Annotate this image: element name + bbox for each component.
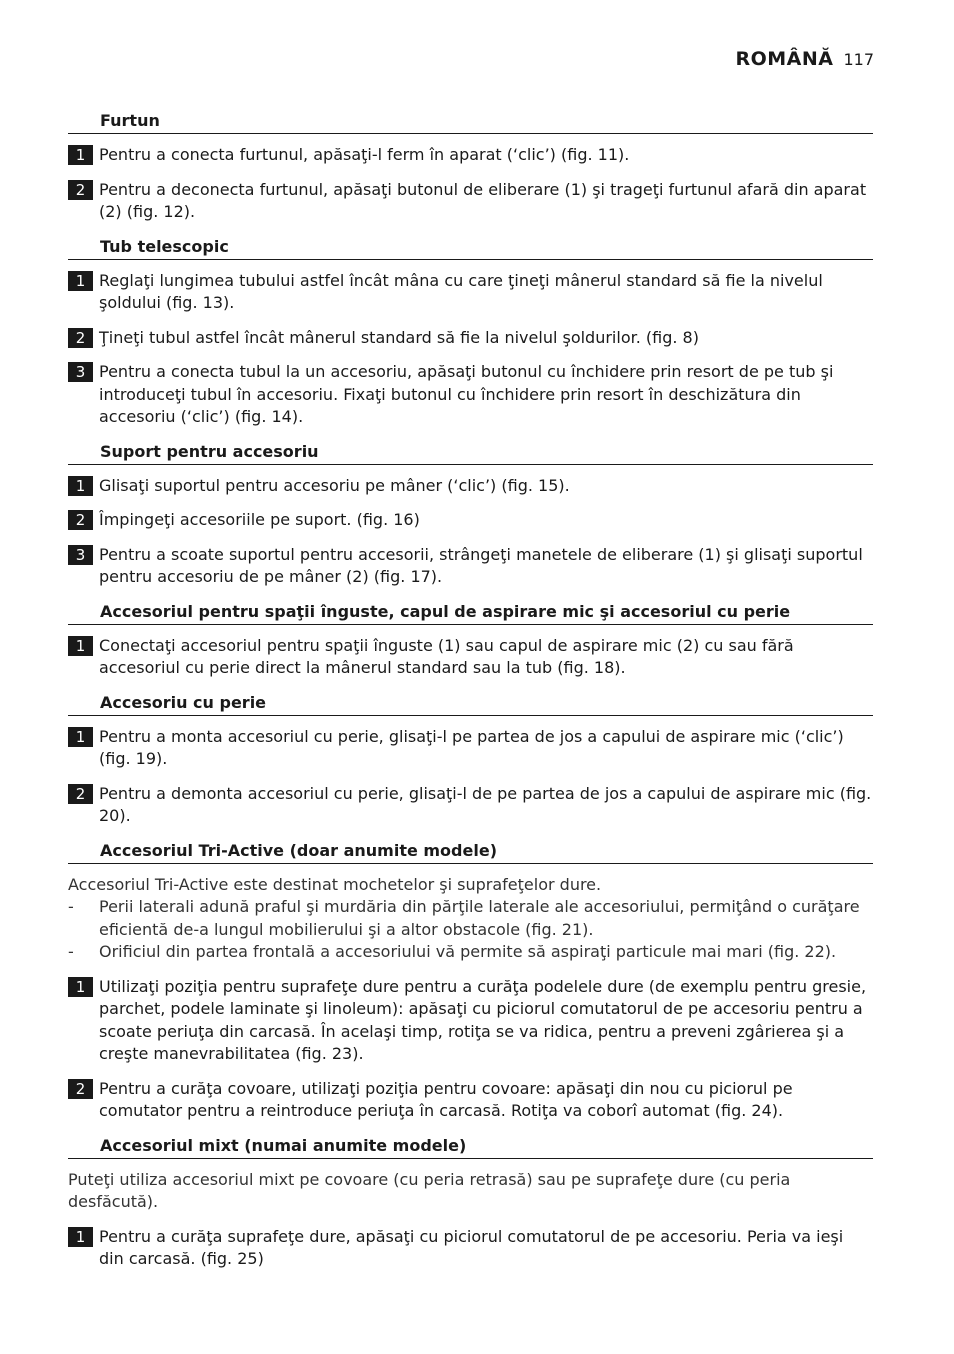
step-number: 3 xyxy=(68,362,93,382)
bullet-item xyxy=(68,896,873,941)
step-text: Pentru a curăţa covoare, utilizaţi poziţia pentru covoare: apăsaţi din nou cu piciorul pe comutator pentru a reintroduce periuţa în carcasă. Rotiţa va coborî automat (fig. 24). xyxy=(99,1078,793,1120)
step-text: Ţineţi tubul astfel încât mânerul standard să fie la nivelul şoldurilor. (fig. 8) xyxy=(99,327,699,347)
section-intro: Puteţi utiliza accesoriul mixt pe covoare (cu peria retrasă) sau pe suprafeţe dure (cu peria desfăcută). xyxy=(68,1169,791,1211)
page-header xyxy=(735,48,874,70)
section-heading: Suport pentru accesoriu xyxy=(68,441,873,465)
section-heading: Furtun xyxy=(68,110,873,134)
step-item xyxy=(68,361,873,429)
step-number: 1 xyxy=(68,1227,93,1247)
step-item xyxy=(68,144,873,167)
step-item xyxy=(68,475,873,498)
section-heading: Accesoriu cu perie xyxy=(68,692,873,716)
section-heading: Accesoriul mixt (numai anumite modele) xyxy=(68,1135,873,1159)
step-number: 2 xyxy=(68,1079,93,1099)
step-item xyxy=(68,635,873,680)
step-number: 1 xyxy=(68,271,93,291)
step-item xyxy=(68,726,873,771)
step-item xyxy=(68,179,873,224)
step-text: Utilizaţi poziţia pentru suprafeţe dure pentru a curăţa podelele dure (de exemplu pentru gresie, parchet, podele laminate şi linoleum): apăsaţi cu piciorul comutatorul de pe accesoriu pentru a scoate periuţa din carcasă. În acelaşi timp, rotiţa se va ridica, pentru a preveni zgârierea şi a creşte manevrabilitatea (fig. 23). xyxy=(99,976,867,1063)
step-number: 1 xyxy=(68,636,93,656)
step-number: 2 xyxy=(68,328,93,348)
step-item xyxy=(68,270,873,315)
step-number: 1 xyxy=(68,476,93,496)
section-heading: Tub telescopic xyxy=(68,236,873,260)
step-number: 1 xyxy=(68,145,93,165)
step-text: Pentru a monta accesoriul cu perie, glisaţi-l pe partea de jos a capului de aspirare mic (‘clic’) (fig. 19). xyxy=(99,726,844,768)
step-text: Conectaţi accesoriul pentru spaţii înguste (1) sau capul de aspirare mic (2) cu sau fără accesoriul cu perie direct la mânerul standard sau la tub (fig. 18). xyxy=(99,635,794,677)
language-label: ROMÂNĂ xyxy=(735,48,834,70)
step-text: Reglaţi lungimea tubului astfel încât mâna cu care ţineţi mânerul standard să fie la nivelul şoldului (fig. 13). xyxy=(99,270,823,312)
bullet-text: Orificiul din partea frontală a accesoriului vă permite să aspiraţi particule mai mari (fig. 22). xyxy=(99,942,837,961)
section-heading: Accesoriul pentru spaţii înguste, capul de aspirare mic şi accesoriul cu perie xyxy=(68,601,873,625)
step-text: Glisaţi suportul pentru accesoriu pe mâner (‘clic’) (fig. 15). xyxy=(99,475,570,495)
bullet-dash: - xyxy=(68,942,74,961)
bullet-text: Perii laterali adună praful şi murdăria din părţile laterale ale accesoriului, permiţând o curăţare eficientă de-a lungul mobilierului şi a altor obstacole (fig. 21). xyxy=(99,897,860,939)
bullet-item xyxy=(68,941,873,964)
step-text: Pentru a demonta accesoriul cu perie, glisaţi-l de pe partea de jos a capului de aspirare mic (fig. 20). xyxy=(99,783,872,825)
section-heading: Accesoriul Tri-Active (doar anumite modele) xyxy=(68,840,873,864)
section-intro: Accesoriul Tri-Active este destinat mochetelor şi suprafeţelor dure. xyxy=(68,874,602,894)
step-item xyxy=(68,509,873,532)
step-number: 2 xyxy=(68,784,93,804)
step-item xyxy=(68,327,873,350)
step-number: 1 xyxy=(68,727,93,747)
step-text: Pentru a curăţa suprafeţe dure, apăsaţi cu piciorul comutatorul de pe accesoriu. Peria va ieşi din carcasă. (fig. 25) xyxy=(99,1226,844,1268)
step-text: Pentru a scoate suportul pentru accesorii, strângeţi manetele de eliberare (1) şi glisaţi suportul pentru accesoriu de pe mâner (2) (fig. 17). xyxy=(99,544,863,586)
step-text: Pentru a deconecta furtunul, apăsaţi butonul de eliberare (1) şi trageţi furtunul afară din aparat (2) (fig. 12). xyxy=(99,179,867,221)
step-text: Pentru a conecta furtunul, apăsaţi-l ferm în aparat (‘clic’) (fig. 11). xyxy=(99,145,630,164)
step-number: 3 xyxy=(68,545,93,565)
step-number: 1 xyxy=(68,977,93,997)
bullet-dash: - xyxy=(68,897,74,916)
step-number: 2 xyxy=(68,510,93,530)
page-content xyxy=(68,106,873,1283)
step-item xyxy=(68,544,873,589)
step-item xyxy=(68,783,873,828)
page-number: 117 xyxy=(843,50,874,69)
step-item xyxy=(68,1078,873,1123)
step-number: 2 xyxy=(68,180,93,200)
step-item xyxy=(68,1226,873,1271)
step-text: Împingeţi accesoriile pe suport. (fig. 16) xyxy=(99,510,420,529)
step-text: Pentru a conecta tubul la un accesoriu, apăsaţi butonul cu închidere prin resort de pe tub şi introduceţi tubul în accesoriu. Fixaţi butonul cu închidere prin resort în deschizătura din accesoriu (‘clic’) (fig. 14). xyxy=(99,362,834,426)
step-item xyxy=(68,976,873,1066)
